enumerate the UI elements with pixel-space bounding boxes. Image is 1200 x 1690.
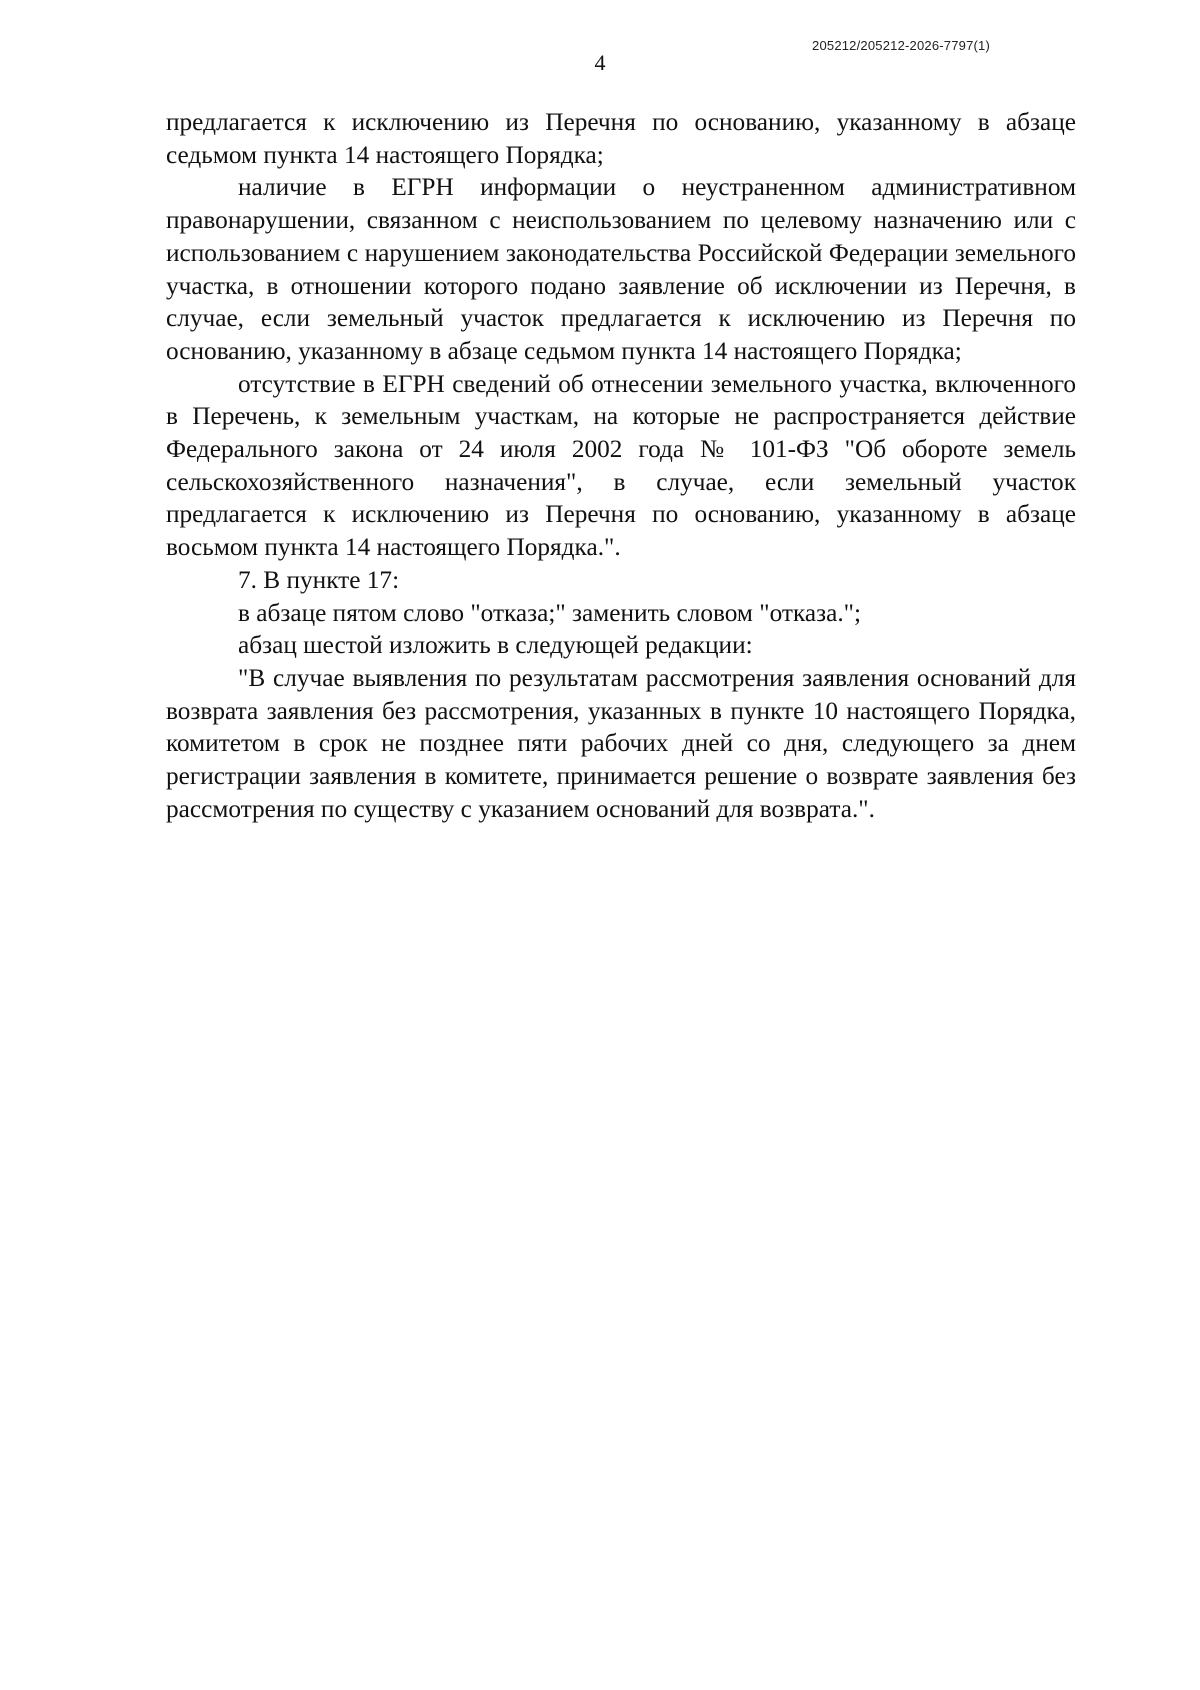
- paragraph-continuation: предлагается к исключению из Перечня по основанию, указанному в абзаце седьмом пункта 14 настоящего Порядка;: [166, 108, 1076, 169]
- document-body: [166, 106, 1076, 825]
- paragraph-egrn-missing-info: отсутствие в ЕГРН сведений об отнесении земельного участка, включенного в Перечень, к земельным участкам, на которые не распространяется действие Федерального закона от 24 июля 2002 года № 101-ФЗ "Об обороте земель сельскохозяйственного назначения", в случае, если земельный участок предлагается к исключению из Перечня по основанию, указанному в абзаце восьмом пункта 14 настоящего Порядка.".: [166, 369, 1076, 562]
- page-number: 4: [594, 50, 606, 75]
- paragraph-new-wording: "В случае выявления по результатам рассмотрения заявления оснований для возврата заявления без рассмотрения, указанных в пункте 10 настоящего Порядка, комитетом в срок не позднее пяти рабочих дней со дня, следующего за днем регистрации заявления в комитете, принимается решение о возврате заявления без рассмотрения по существу с указанием оснований для возврата.".: [166, 663, 1076, 823]
- document-registration-number: 205212/205212-2026-7797(1): [812, 38, 990, 53]
- paragraph-egrn-violation: наличие в ЕГРН информации о неустраненном административном правонарушении, связанном с неиспользованием по целевому назначению или с использованием с нарушением законодательства Российской Федерации земельного участка, в отношении которого подано заявление об исключении из Перечня, в случае, если земельный участок предлагается к исключению из Перечня по основанию, указанному в абзаце седьмом пункта 14 настоящего Порядка;: [166, 173, 1076, 365]
- paragraph-replace-word: в абзаце пятом слово "отказа;" заменить словом "отказа.";: [238, 598, 861, 627]
- paragraph-item-7-heading: 7. В пункте 17:: [238, 565, 400, 594]
- paragraph-sixth-revision: абзац шестой изложить в следующей редакции:: [238, 631, 753, 660]
